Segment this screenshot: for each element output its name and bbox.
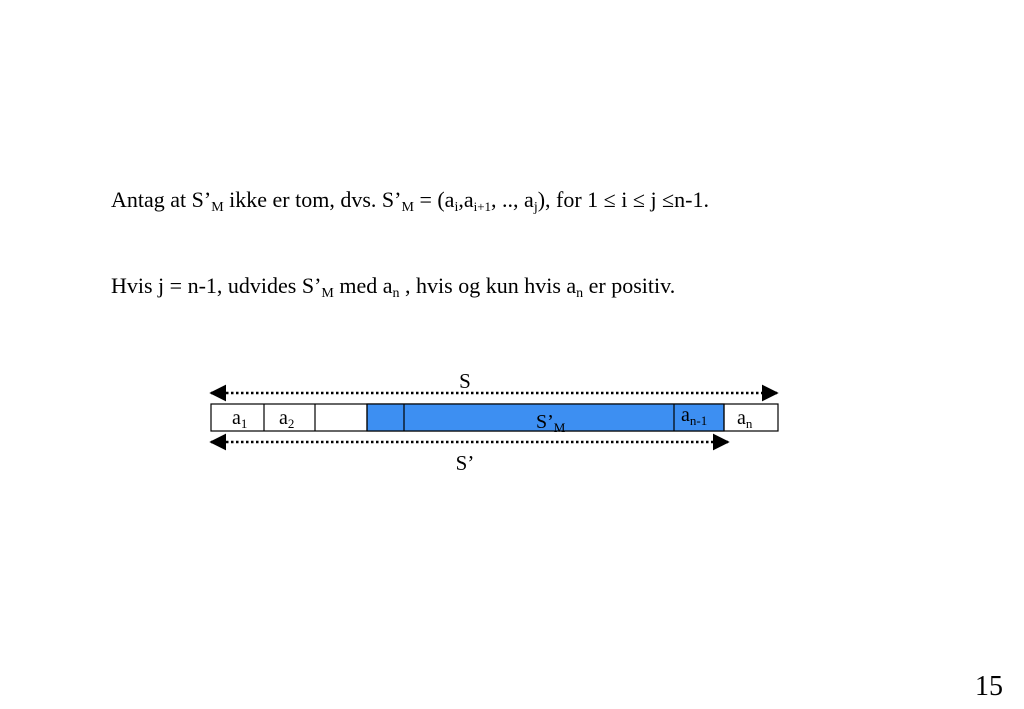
cell-an1-label: $a_{n-1}$ <box>681 404 708 428</box>
text-part: med a <box>333 273 393 298</box>
subscript: n <box>392 286 400 301</box>
text-part: Hvis j = n-1, udvides S’ <box>111 273 322 298</box>
subscript: n <box>576 286 584 301</box>
label-s: S <box>459 369 471 393</box>
cell-a2-label: $a_2$ <box>279 407 295 431</box>
page-number: 15 <box>975 671 1003 702</box>
subscript: M <box>211 200 224 215</box>
text-part: ), for 1 ≤ i ≤ j ≤n-1. <box>537 187 709 212</box>
subscript: M <box>321 286 334 301</box>
label-s-prime: S’ <box>455 451 475 475</box>
text-part: ikke er tom, dvs. S’ <box>223 187 402 212</box>
subscript: i+1 <box>473 199 492 214</box>
text-part: ,a <box>458 187 474 212</box>
text-part: er positiv. <box>583 273 676 298</box>
cell-sm-label: $S’_M$ <box>536 411 566 435</box>
subscript: M <box>401 200 414 215</box>
text-part: , .., a <box>491 187 534 212</box>
text-part: = (a <box>413 187 455 212</box>
text-part: Antag at S’ <box>111 187 212 212</box>
subscript: j <box>533 200 538 215</box>
cell-an-label: $a_n$ <box>737 407 753 431</box>
cell-a1-label: $a_1$ <box>232 407 248 431</box>
text-part: , hvis og kun hvis a <box>399 273 577 298</box>
subscript: i <box>454 200 459 215</box>
